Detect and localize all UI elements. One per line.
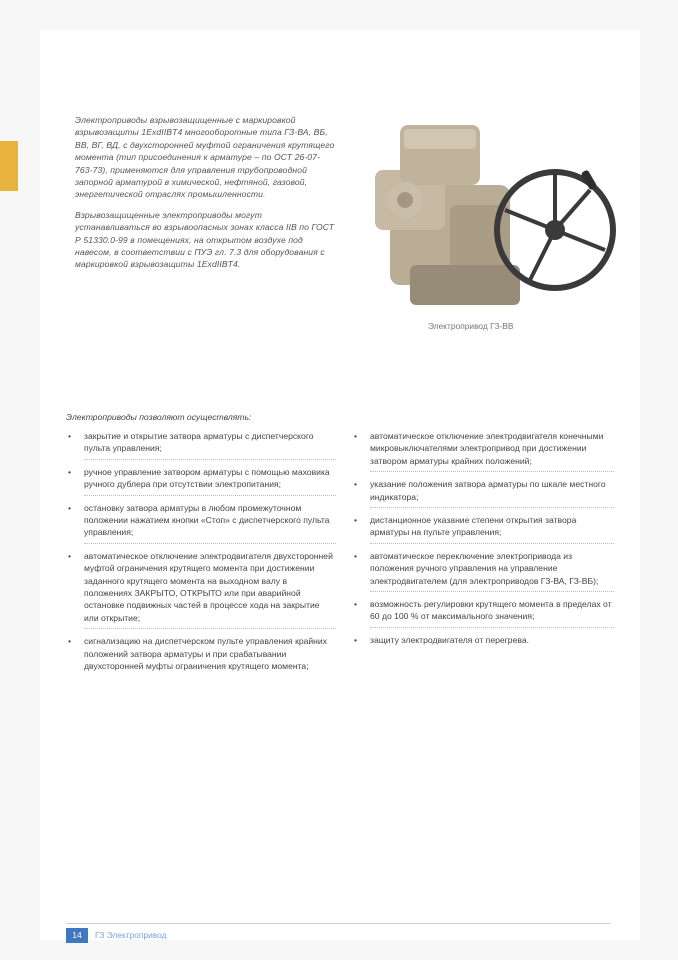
section-tab-marker: [0, 141, 18, 191]
bullet: •: [354, 599, 358, 610]
list-item-text: закрытие и открытие затвора арматуры с диспетчерского пульта управления;: [84, 431, 314, 454]
list-item-text: ручное управление затвором арматуры с помощью маховика ручного дублера при отсутствии электропитания;: [84, 466, 330, 490]
list-item-text: автоматическое переключение электропривода из положения ручного управления на управление электродвигателем (для электроприводов ГЗ-ВА, ГЗ-ВБ);: [370, 550, 599, 586]
divider: [84, 495, 336, 496]
bullet: •: [68, 550, 72, 561]
divider: [84, 543, 336, 544]
page-number: 14: [66, 928, 88, 943]
bullet: •: [68, 466, 72, 477]
list-item-text: сигнализацию на диспетчерском пульте управления крайних положений затвора арматуры и при срабатывании двухсторонней муфты ограничения крутящего момента;: [84, 636, 328, 672]
list-item: [66, 430, 336, 455]
bullet: •: [68, 502, 72, 513]
list-item: [66, 466, 336, 491]
list-item-text: остановку затвора арматуры в любом промежуточном положении нажатием кнопки «Стоп» с диспетчерского пульта управления;: [84, 502, 330, 538]
list-item: [352, 514, 614, 539]
bullet: •: [354, 550, 358, 561]
figure-caption: Электропривод ГЗ-ВВ: [428, 321, 514, 331]
list-item: [352, 478, 614, 503]
bullet: •: [68, 431, 72, 441]
list-item: [352, 634, 614, 646]
list-item: [66, 550, 336, 624]
list-item-text: указание положения затвора арматуры по шкале местного индикатора;: [370, 479, 606, 502]
bullet: •: [354, 515, 358, 526]
features-right-column: [352, 430, 614, 646]
divider: [370, 627, 614, 628]
divider: [370, 507, 614, 508]
list-item-text: дистанционное указание степени открытия затвора арматуры на пульте управления;: [370, 515, 577, 538]
list-item-text: автоматическое отключение электродвигателя конечными микровыключателями электропривод при достижении затвором арматуры крайних положений;: [370, 431, 604, 466]
divider: [370, 591, 614, 592]
intro-paragraph-2: Взрывозащищенные электроприводы могут устанавливаться во взрывоопасных зонах класса IIВ по ГОСТ Р 51330.0-99 в помещениях, на открытом воздухе под навесом, в соответствии с ПУЭ гл. 7.3 для оборудования с маркировкой взрывозащиты 1ExdIIBT4.: [75, 209, 335, 270]
bullet: •: [354, 431, 358, 441]
bullet: •: [68, 636, 72, 647]
footer-divider: [66, 923, 611, 924]
features-lead: Электроприводы позволяют осуществлять:: [66, 412, 252, 422]
intro-paragraph-1: Электроприводы взрывозащищенные с маркировкой взрывозащиты 1ExdIIBT4 многооборотные типа ГЗ-ВА, ВБ, ВВ, ВГ, ВД, с двухсторонней муфтой ограничения крутящего момента (тип присоединения к арматуре – по ОСТ 26-07-763-73), применяются для управления трубопроводной запорной арматурой в химической, нефтяной, газовой, энергетической отраслях промышленности.: [75, 115, 335, 200]
intro-text: [75, 114, 335, 279]
list-item: [66, 635, 336, 672]
list-item-text: возможность регулировки крутящего момента в пределах от 60 до 100 % от максимального значения;: [370, 599, 612, 622]
divider: [370, 543, 614, 544]
features-left-column: [66, 430, 336, 673]
bullet: •: [354, 634, 358, 645]
electric-actuator-image: [360, 115, 620, 325]
divider: [84, 628, 336, 629]
footer-title: ГЗ Электропривод: [95, 930, 167, 940]
list-item: [352, 430, 614, 467]
list-item-text: автоматическое отключение электродвигателя двухсторонней муфтой ограничения крутящего момента при достижении заданного крутящего момента на выходном валу в положениях ЗАКРЫТО, ОТКРЫТО или при аварийной остановке подвижных частей в процессе хода на закрытие или открытие;: [84, 550, 333, 623]
list-item: [66, 502, 336, 539]
list-item-text: защиту электродвигателя от перегрева.: [370, 634, 530, 645]
bullet: •: [354, 479, 358, 490]
divider: [84, 459, 336, 460]
divider: [370, 471, 614, 472]
list-item: [352, 598, 614, 623]
list-item: [352, 550, 614, 587]
